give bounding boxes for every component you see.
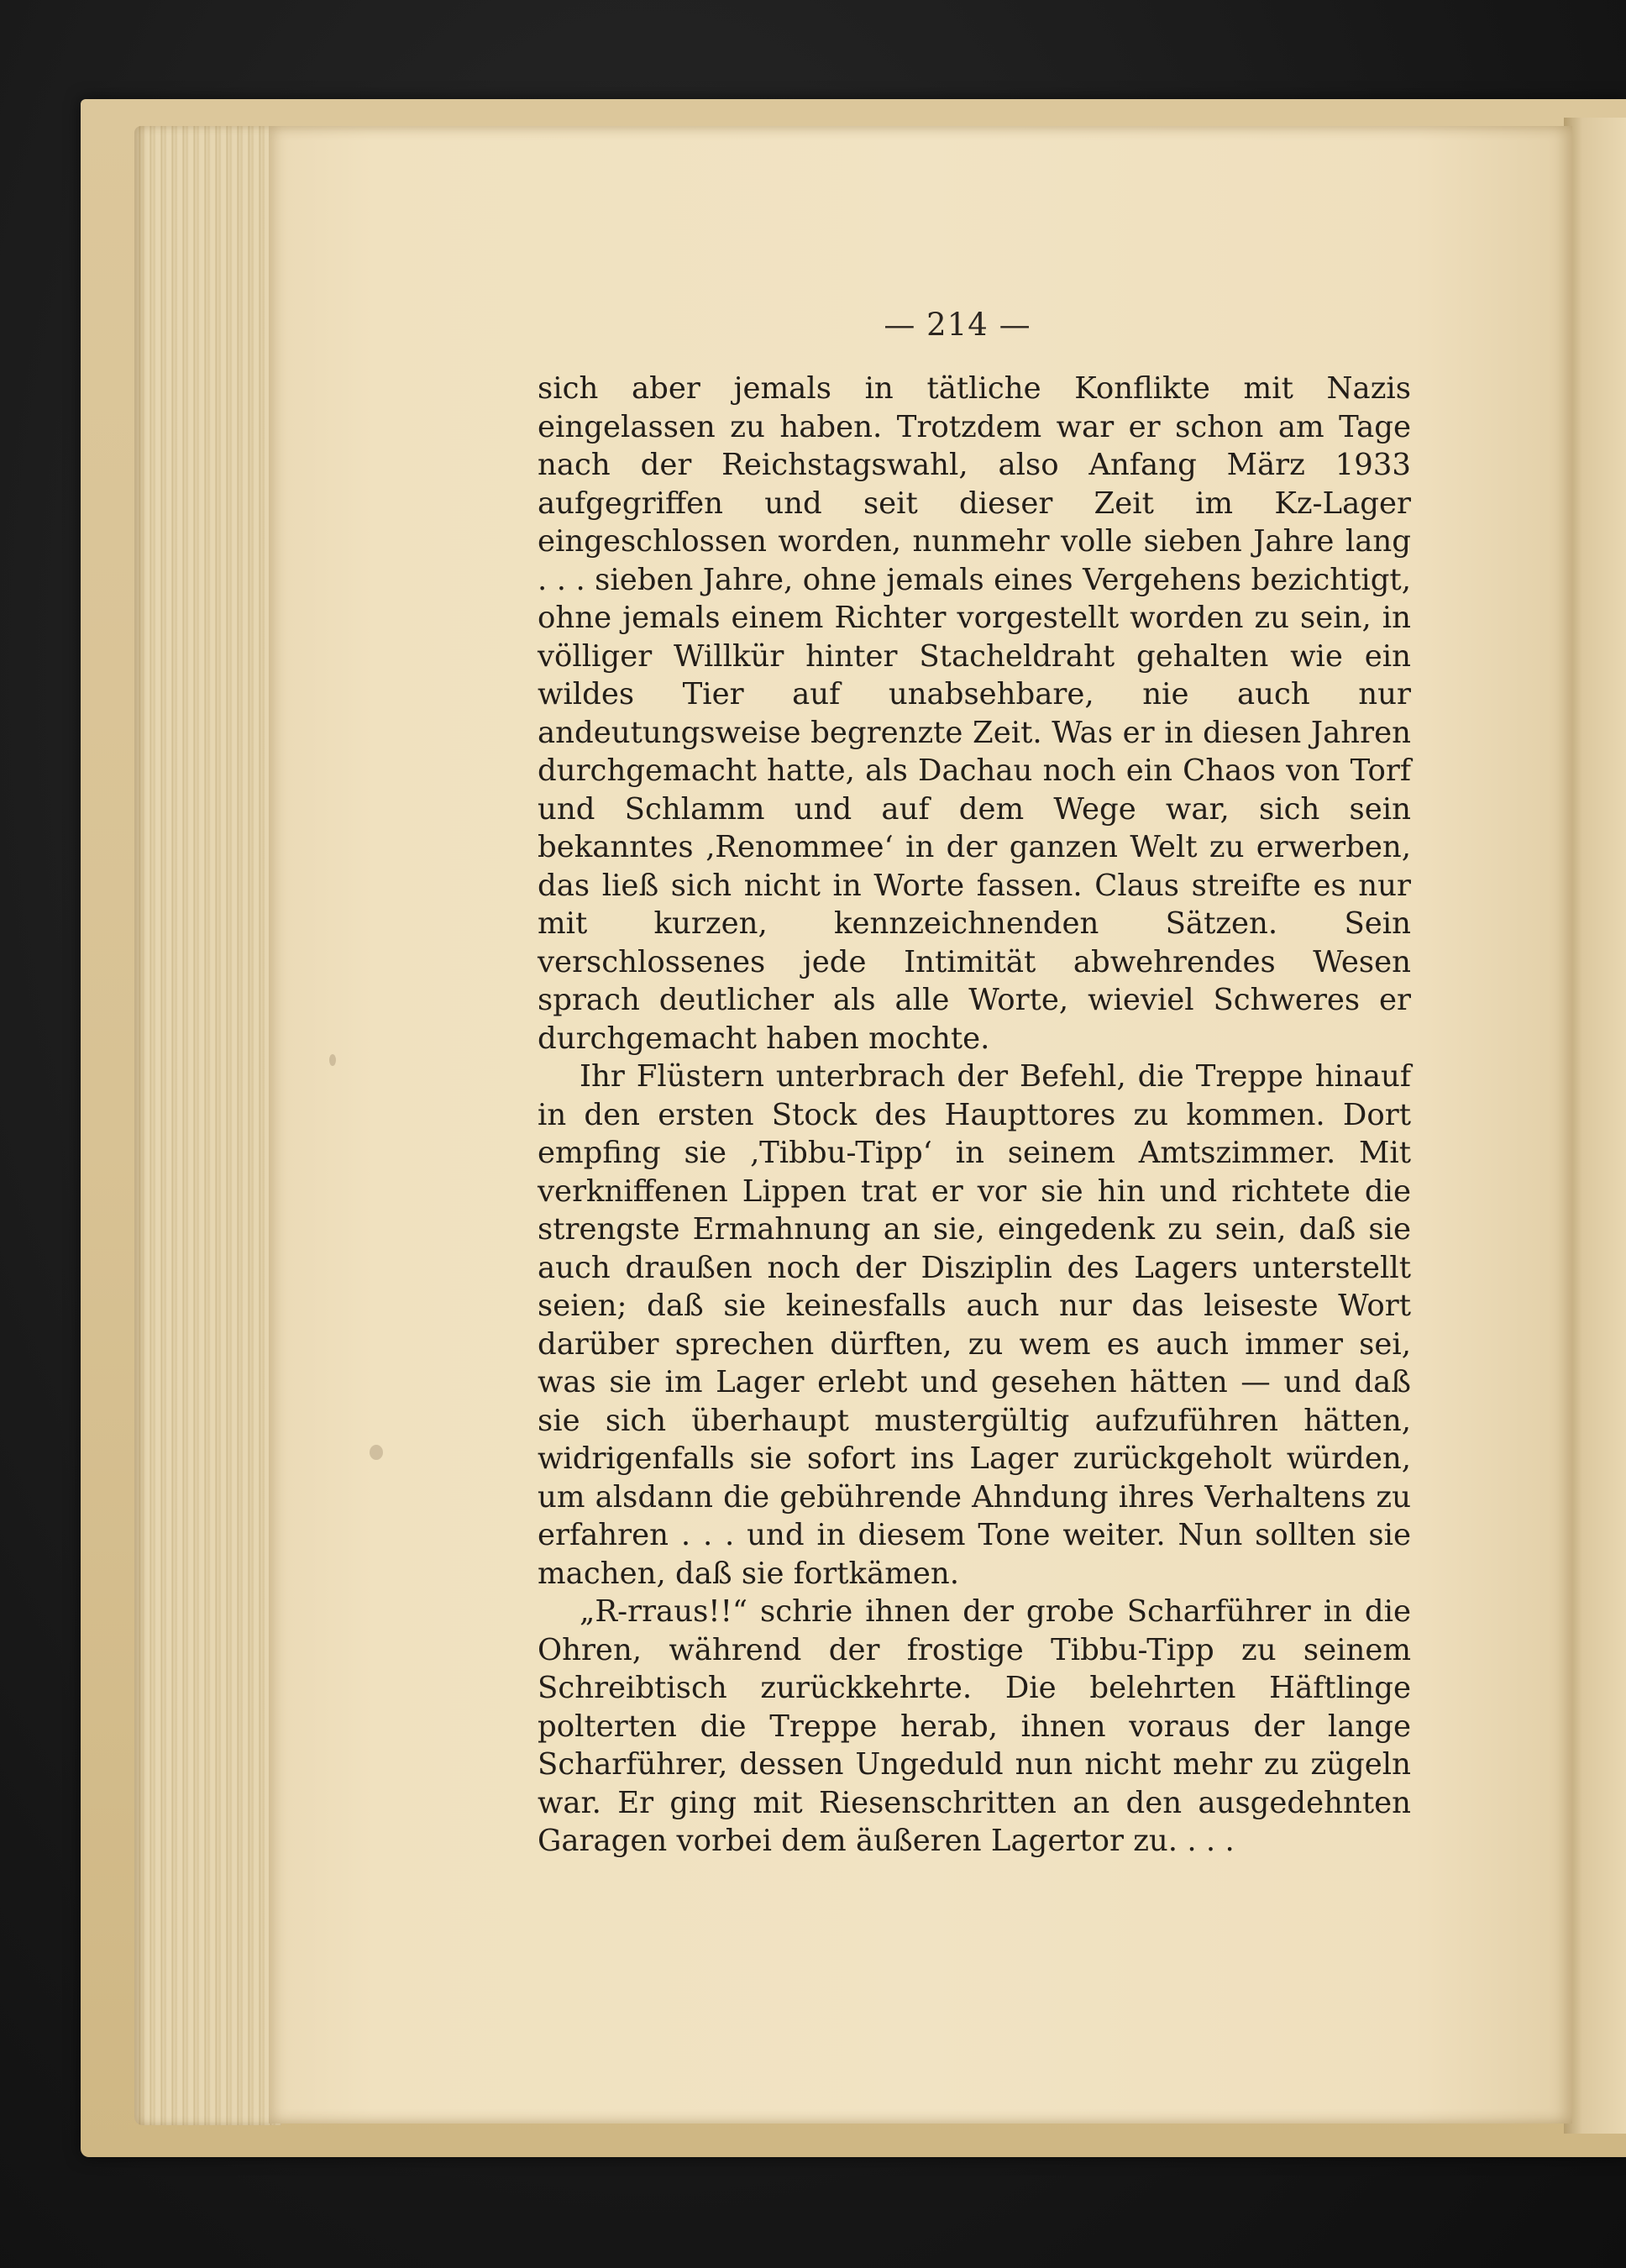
paragraph: Ihr Flüstern unterbrach der Befehl, die Treppe hinauf in den ersten Stock des Haupttores zu kommen. Dort empfing sie ‚Tibbu-Tipp‘ in seinem Amtszimmer. Mit verkniffenen Lippen trat er vor sie hin und richtete die strengste Ermahnung an sie, eingedenk zu sein, daß sie auch draußen noch der Disziplin des Lagers unterstellt seien; daß sie keinesfalls auch nur das leiseste Wort darüber sprechen dürften, zu wem es auch immer sei, was sie im Lager erlebt und gesehen hätten — und daß sie sich überhaupt mustergültig aufzuführen hätten, widrigenfalls sie sofort ins Lager zurückgeholt würden, um alsdann die gebührende Ahndung ihres Verhaltens zu erfahren . . . und in diesem Tone weiter. Nun sollten sie machen, daß sie fortkämen.	[538, 1059, 1411, 1591]
paragraph: „R-rraus!!“ schrie ihnen der grobe Scharführer in die Ohren, während der frostige Tibbu-Tipp zu seinem Schreibtisch zurückkehrte. Die belehrten Häftlinge polterten die Treppe herab, ihnen voraus der lange Scharführer, dessen Ungeduld nun nicht mehr zu zügeln war. Er ging mit Riesenschritten an den ausgedehnten Garagen vorbei dem äußeren Lagertor zu. . . .	[538, 1594, 1411, 1858]
paper-smudge	[370, 1445, 383, 1460]
body-text	[538, 370, 1411, 1861]
page-number: — 214 —	[884, 307, 1031, 343]
paragraph: sich aber jemals in tätliche Konflikte mit Nazis eingelassen zu haben. Trotzdem war er schon am Tage nach der Reichstagswahl, also Anfang März 1933 aufgegriffen und seit dieser Zeit im Kz-Lager eingeschlossen worden, nunmehr volle sieben Jahre lang . . . sieben Jahre, ohne jemals eines Vergehens bezichtigt, ohne jemals einem Richter vorgestellt worden zu sein, in völliger Willkür hinter Stacheldraht gehalten wie ein wildes Tier auf unabsehbare, nie auch nur andeutungsweise begrenzte Zeit. Was er in diesen Jahren durchgemacht hatte, als Dachau noch ein Chaos von Torf und Schlamm und auf dem Wege war, sich sein bekanntes ‚Renommee‘ in der ganzen Welt zu erwerben, das ließ sich nicht in Worte fassen. Claus streifte es nur mit kurzen, kennzeichnenden Sätzen. Sein verschlossenes jede Intimität abwehrendes Wesen sprach deutlicher als alle Worte, wieviel Schweres er durchgemacht haben mochte.	[538, 371, 1411, 1056]
paper-smudge	[329, 1054, 336, 1066]
page-edges	[134, 126, 281, 2125]
facing-page-edge	[1564, 118, 1626, 2134]
